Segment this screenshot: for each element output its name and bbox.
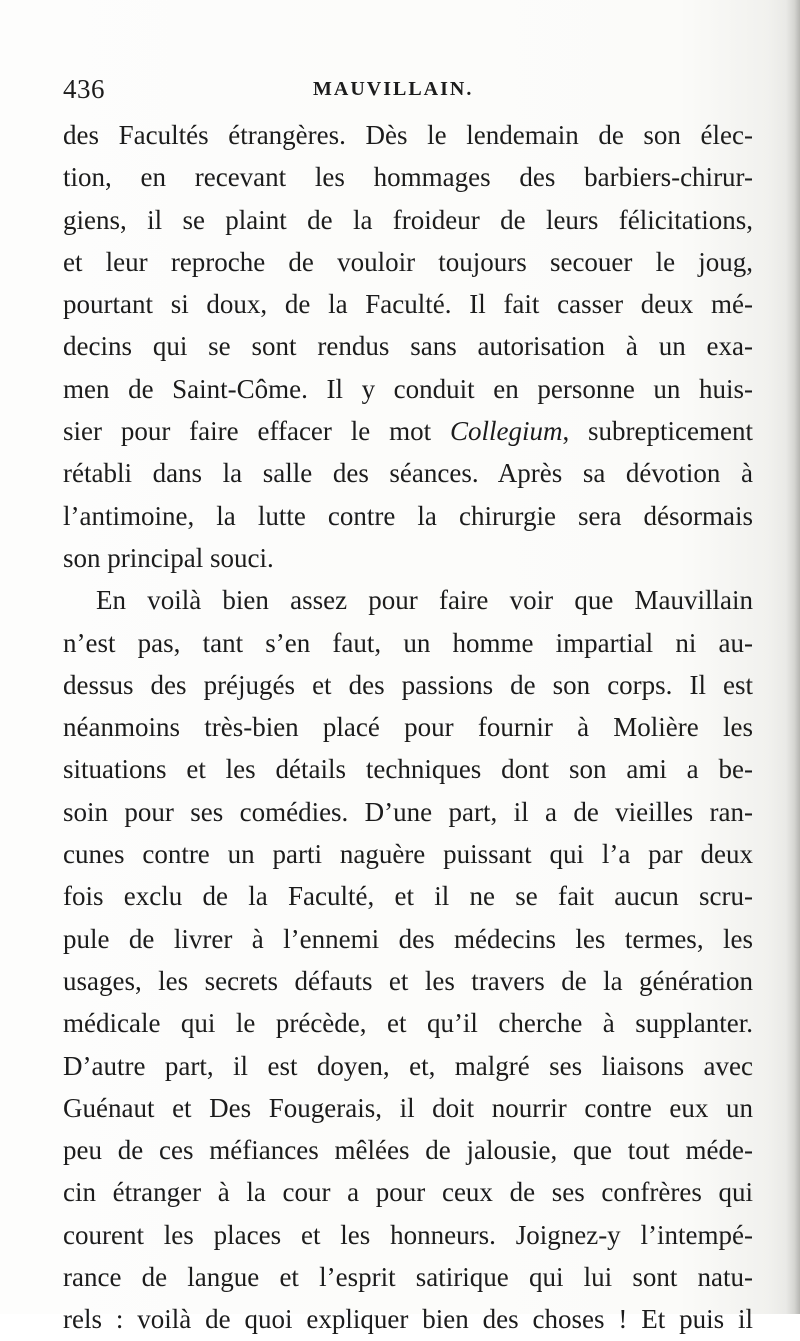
text-line: Guénaut et Des Fougerais, il doit nourrir contre eux un — [63, 1092, 753, 1123]
running-title: MAUVILLAIN. — [313, 78, 474, 100]
page-edge-shadow — [786, 0, 800, 1314]
text-line: des Facultés étrangères. Dès le lendemain de son élec- — [63, 120, 753, 150]
text-segment: sier pour faire effacer le mot — [63, 416, 450, 447]
paragraph-last-line: son principal souci. — [63, 542, 274, 573]
text-line: rétabli dans la salle des séances. Après sa dévotion à — [63, 458, 753, 489]
text-line: peu de ces méfiances mêlées de jalousie, que tout méde- — [63, 1135, 753, 1166]
text-line: fois exclu de la Faculté, et il ne se fait aucun scru- — [63, 881, 753, 912]
text-line — [63, 410, 753, 452]
text-line: cunes contre un parti naguère puissant qui l’a par deux — [63, 839, 753, 870]
text-line: usages, les secrets défauts et les travers de la génération — [63, 965, 753, 996]
text-line: cin étranger à la cour a pour ceux de ses confrères qui — [63, 1177, 753, 1208]
text-segment: , subrepticement — [562, 416, 753, 447]
text-line: tion, en recevant les hommages des barbiers-chirur- — [63, 162, 753, 193]
text-line: courent les places et les honneurs. Joignez-y l’intempé- — [63, 1219, 753, 1250]
running-head — [63, 74, 753, 108]
italic-term: Collegium — [449, 416, 563, 447]
text-line: néanmoins très-bien placé pour fournir à Molière les — [63, 712, 753, 743]
text-line: l’antimoine, la lutte contre la chirurgie sera désormais — [63, 500, 753, 531]
text-line: rance de langue et l’esprit satirique qui lui sont natu- — [63, 1262, 753, 1293]
text-line: n’est pas, tant s’en faut, un homme impartial ni au- — [63, 627, 753, 658]
text-line: giens, il se plaint de la froideur de leurs félicitations, — [63, 204, 753, 235]
text-line: pule de livrer à l’ennemi des médecins les termes, les — [63, 923, 753, 954]
paragraph-first-line: En voilà bien assez pour faire voir que Mauvillain — [96, 585, 753, 616]
text-line: situations et les détails techniques dont son ami a be- — [63, 754, 753, 785]
text-line: men de Saint-Côme. Il y conduit en personne un huis- — [63, 373, 753, 404]
text-line: et leur reproche de vouloir toujours secouer le joug, — [63, 246, 753, 277]
text-line: soin pour ses comédies. D’une part, il a de vieilles ran- — [63, 796, 753, 827]
text-line: pourtant si doux, de la Faculté. Il fait casser deux mé- — [63, 289, 753, 320]
page-number: 436 — [63, 74, 105, 104]
text-line: dessus des préjugés et des passions de son corps. Il est — [63, 669, 753, 700]
text-line: decins qui se sont rendus sans autorisation à un exa- — [63, 331, 753, 362]
text-line: rels : voilà de quoi expliquer bien des choses ! Et puis il — [63, 1304, 753, 1335]
body-text — [63, 114, 753, 1341]
text-line: médicale qui le précède, et qu’il cherche à supplanter. — [63, 1008, 753, 1039]
text-line: D’autre part, il est doyen, et, malgré ses liaisons avec — [63, 1050, 753, 1081]
